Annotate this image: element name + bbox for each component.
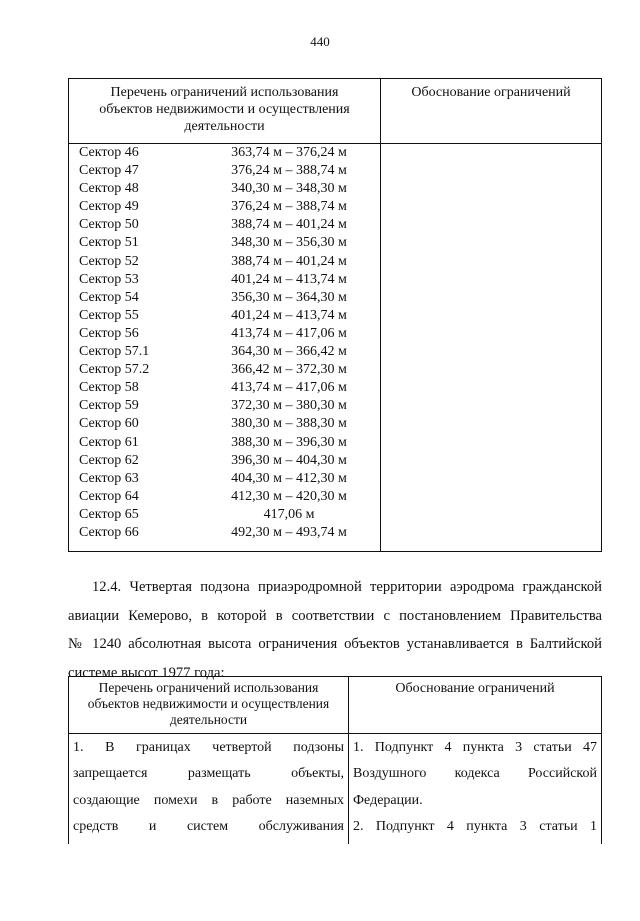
sector-name: Сектор 63 bbox=[79, 470, 139, 486]
sector-row bbox=[79, 271, 377, 289]
table-header-justification: Обоснование ограничений bbox=[411, 85, 571, 100]
sector-height-range: 413,74 м – 417,06 м bbox=[231, 380, 347, 396]
paragraph-line: авиации Кемерово, в которой в соответствии с постановлением Правительства bbox=[68, 607, 602, 624]
restrictions-table-subzone-4 bbox=[68, 676, 602, 844]
header-line: Перечень ограничений использования bbox=[98, 680, 319, 695]
sector-height-range: 380,30 м – 388,30 м bbox=[231, 416, 347, 432]
paragraph-line: системе высот 1977 года: bbox=[68, 664, 225, 681]
cell-line: Воздушного кодекса Российской bbox=[353, 766, 597, 782]
sector-row bbox=[79, 234, 377, 252]
sector-row bbox=[79, 180, 377, 198]
sector-row bbox=[79, 397, 377, 415]
cell-line: 1. В границах четвертой подзоны bbox=[73, 740, 344, 755]
cell-line: создающие помехи в работе наземных bbox=[73, 792, 344, 808]
sector-name: Сектор 61 bbox=[79, 434, 139, 450]
sector-row bbox=[79, 524, 377, 542]
cell-line: 2. Подпункт 4 пункта 3 статьи 1 bbox=[353, 818, 597, 834]
sector-height-range: 372,30 м – 380,30 м bbox=[231, 398, 347, 414]
cell-line: средств и систем обслуживания bbox=[73, 818, 344, 834]
sector-height-range: 404,30 м – 412,30 м bbox=[231, 470, 347, 486]
sector-row bbox=[79, 253, 377, 271]
sector-name: Сектор 46 bbox=[79, 145, 139, 160]
sector-height-range: 363,74 м – 376,24 м bbox=[231, 145, 347, 160]
sector-height-range: 356,30 м – 364,30 м bbox=[231, 289, 347, 305]
sector-row bbox=[79, 343, 377, 361]
sector-name: Сектор 64 bbox=[79, 488, 139, 504]
sector-height-range: 401,24 м – 413,74 м bbox=[231, 307, 347, 323]
cell-line: Федерации. bbox=[353, 792, 423, 808]
sector-row bbox=[79, 470, 377, 488]
sector-name: Сектор 66 bbox=[79, 524, 139, 540]
sector-name: Сектор 59 bbox=[79, 398, 139, 414]
sector-row bbox=[79, 198, 377, 216]
cell-line: 1. Подпункт 4 пункта 3 статьи 47 bbox=[353, 740, 597, 755]
paragraph-line: № 1240 абсолютная высота ограничения объектов устанавливается в Балтийской bbox=[68, 636, 602, 652]
sector-name: Сектор 57.1 bbox=[79, 344, 150, 360]
sector-height-range: 388,30 м – 396,30 м bbox=[231, 434, 347, 450]
sector-height-range: 376,24 м – 388,74 м bbox=[231, 163, 347, 179]
sector-row bbox=[79, 307, 377, 325]
sector-row bbox=[79, 289, 377, 307]
sector-height-range: 348,30 м – 356,30 м bbox=[231, 235, 347, 251]
sector-name: Сектор 48 bbox=[79, 181, 139, 197]
table-header-restrictions-list bbox=[69, 84, 380, 135]
sector-list bbox=[79, 144, 377, 542]
sector-height-range: 396,30 м – 404,30 м bbox=[231, 452, 347, 468]
table-header-justification: Обоснование ограничений bbox=[395, 681, 555, 696]
table-header-restrictions-list bbox=[69, 680, 348, 728]
sector-name: Сектор 53 bbox=[79, 271, 139, 287]
table-header-divider bbox=[69, 733, 601, 734]
sector-name: Сектор 60 bbox=[79, 416, 139, 432]
header-line: объектов недвижимости и осуществления bbox=[87, 696, 330, 711]
header-line: Перечень ограничений использования bbox=[110, 85, 339, 100]
sector-row bbox=[79, 434, 377, 452]
sector-height-range: 417,06 м bbox=[263, 506, 315, 522]
table-column-divider bbox=[348, 677, 349, 844]
sector-name: Сектор 56 bbox=[79, 325, 139, 341]
sector-height-range: 366,42 м – 372,30 м bbox=[231, 362, 347, 378]
sector-row bbox=[79, 361, 377, 379]
paragraph-line: 12.4. Четвертая подзона приаэродромной территории аэродрома гражданской bbox=[92, 579, 602, 595]
sector-name: Сектор 47 bbox=[79, 163, 139, 179]
sector-name: Сектор 62 bbox=[79, 452, 139, 468]
sector-row bbox=[79, 452, 377, 470]
section-12-4-paragraph bbox=[68, 573, 602, 687]
header-line: деятельности bbox=[169, 712, 248, 727]
sector-name: Сектор 51 bbox=[79, 235, 139, 251]
sector-row bbox=[79, 162, 377, 180]
sector-height-range: 413,74 м – 417,06 м bbox=[231, 325, 347, 341]
sector-height-range: 412,30 м – 420,30 м bbox=[231, 488, 347, 504]
sector-height-range: 401,24 м – 413,74 м bbox=[231, 271, 347, 287]
restriction-text-cell bbox=[73, 735, 344, 840]
sector-row bbox=[79, 144, 377, 162]
sector-name: Сектор 65 bbox=[79, 506, 139, 522]
sector-row bbox=[79, 488, 377, 506]
cell-line: запрещается размещать объекты, bbox=[73, 766, 344, 782]
justification-text-cell bbox=[353, 735, 597, 840]
sector-name: Сектор 55 bbox=[79, 307, 139, 323]
sector-name: Сектор 50 bbox=[79, 217, 139, 233]
sector-name: Сектор 52 bbox=[79, 253, 139, 269]
sector-height-range: 364,30 м – 366,42 м bbox=[231, 344, 347, 360]
sector-row bbox=[79, 415, 377, 433]
sector-row bbox=[79, 379, 377, 397]
sector-name: Сектор 54 bbox=[79, 289, 139, 305]
sector-height-range: 376,24 м – 388,74 м bbox=[231, 199, 347, 215]
header-line: деятельности bbox=[184, 119, 265, 134]
sector-name: Сектор 49 bbox=[79, 199, 139, 215]
sector-height-range: 340,30 м – 348,30 м bbox=[231, 181, 347, 197]
sector-row bbox=[79, 325, 377, 343]
sector-height-range: 492,30 м – 493,74 м bbox=[231, 524, 347, 540]
table-column-divider bbox=[380, 79, 381, 551]
restrictions-table-sectors bbox=[68, 78, 602, 552]
sector-row bbox=[79, 506, 377, 524]
sector-height-range: 388,74 м – 401,24 м bbox=[231, 253, 347, 269]
sector-name: Сектор 58 bbox=[79, 380, 139, 396]
sector-height-range: 388,74 м – 401,24 м bbox=[231, 217, 347, 233]
page-number: 440 bbox=[310, 34, 330, 49]
sector-row bbox=[79, 216, 377, 234]
header-line: объектов недвижимости и осуществления bbox=[99, 102, 350, 117]
sector-name: Сектор 57.2 bbox=[79, 362, 150, 378]
